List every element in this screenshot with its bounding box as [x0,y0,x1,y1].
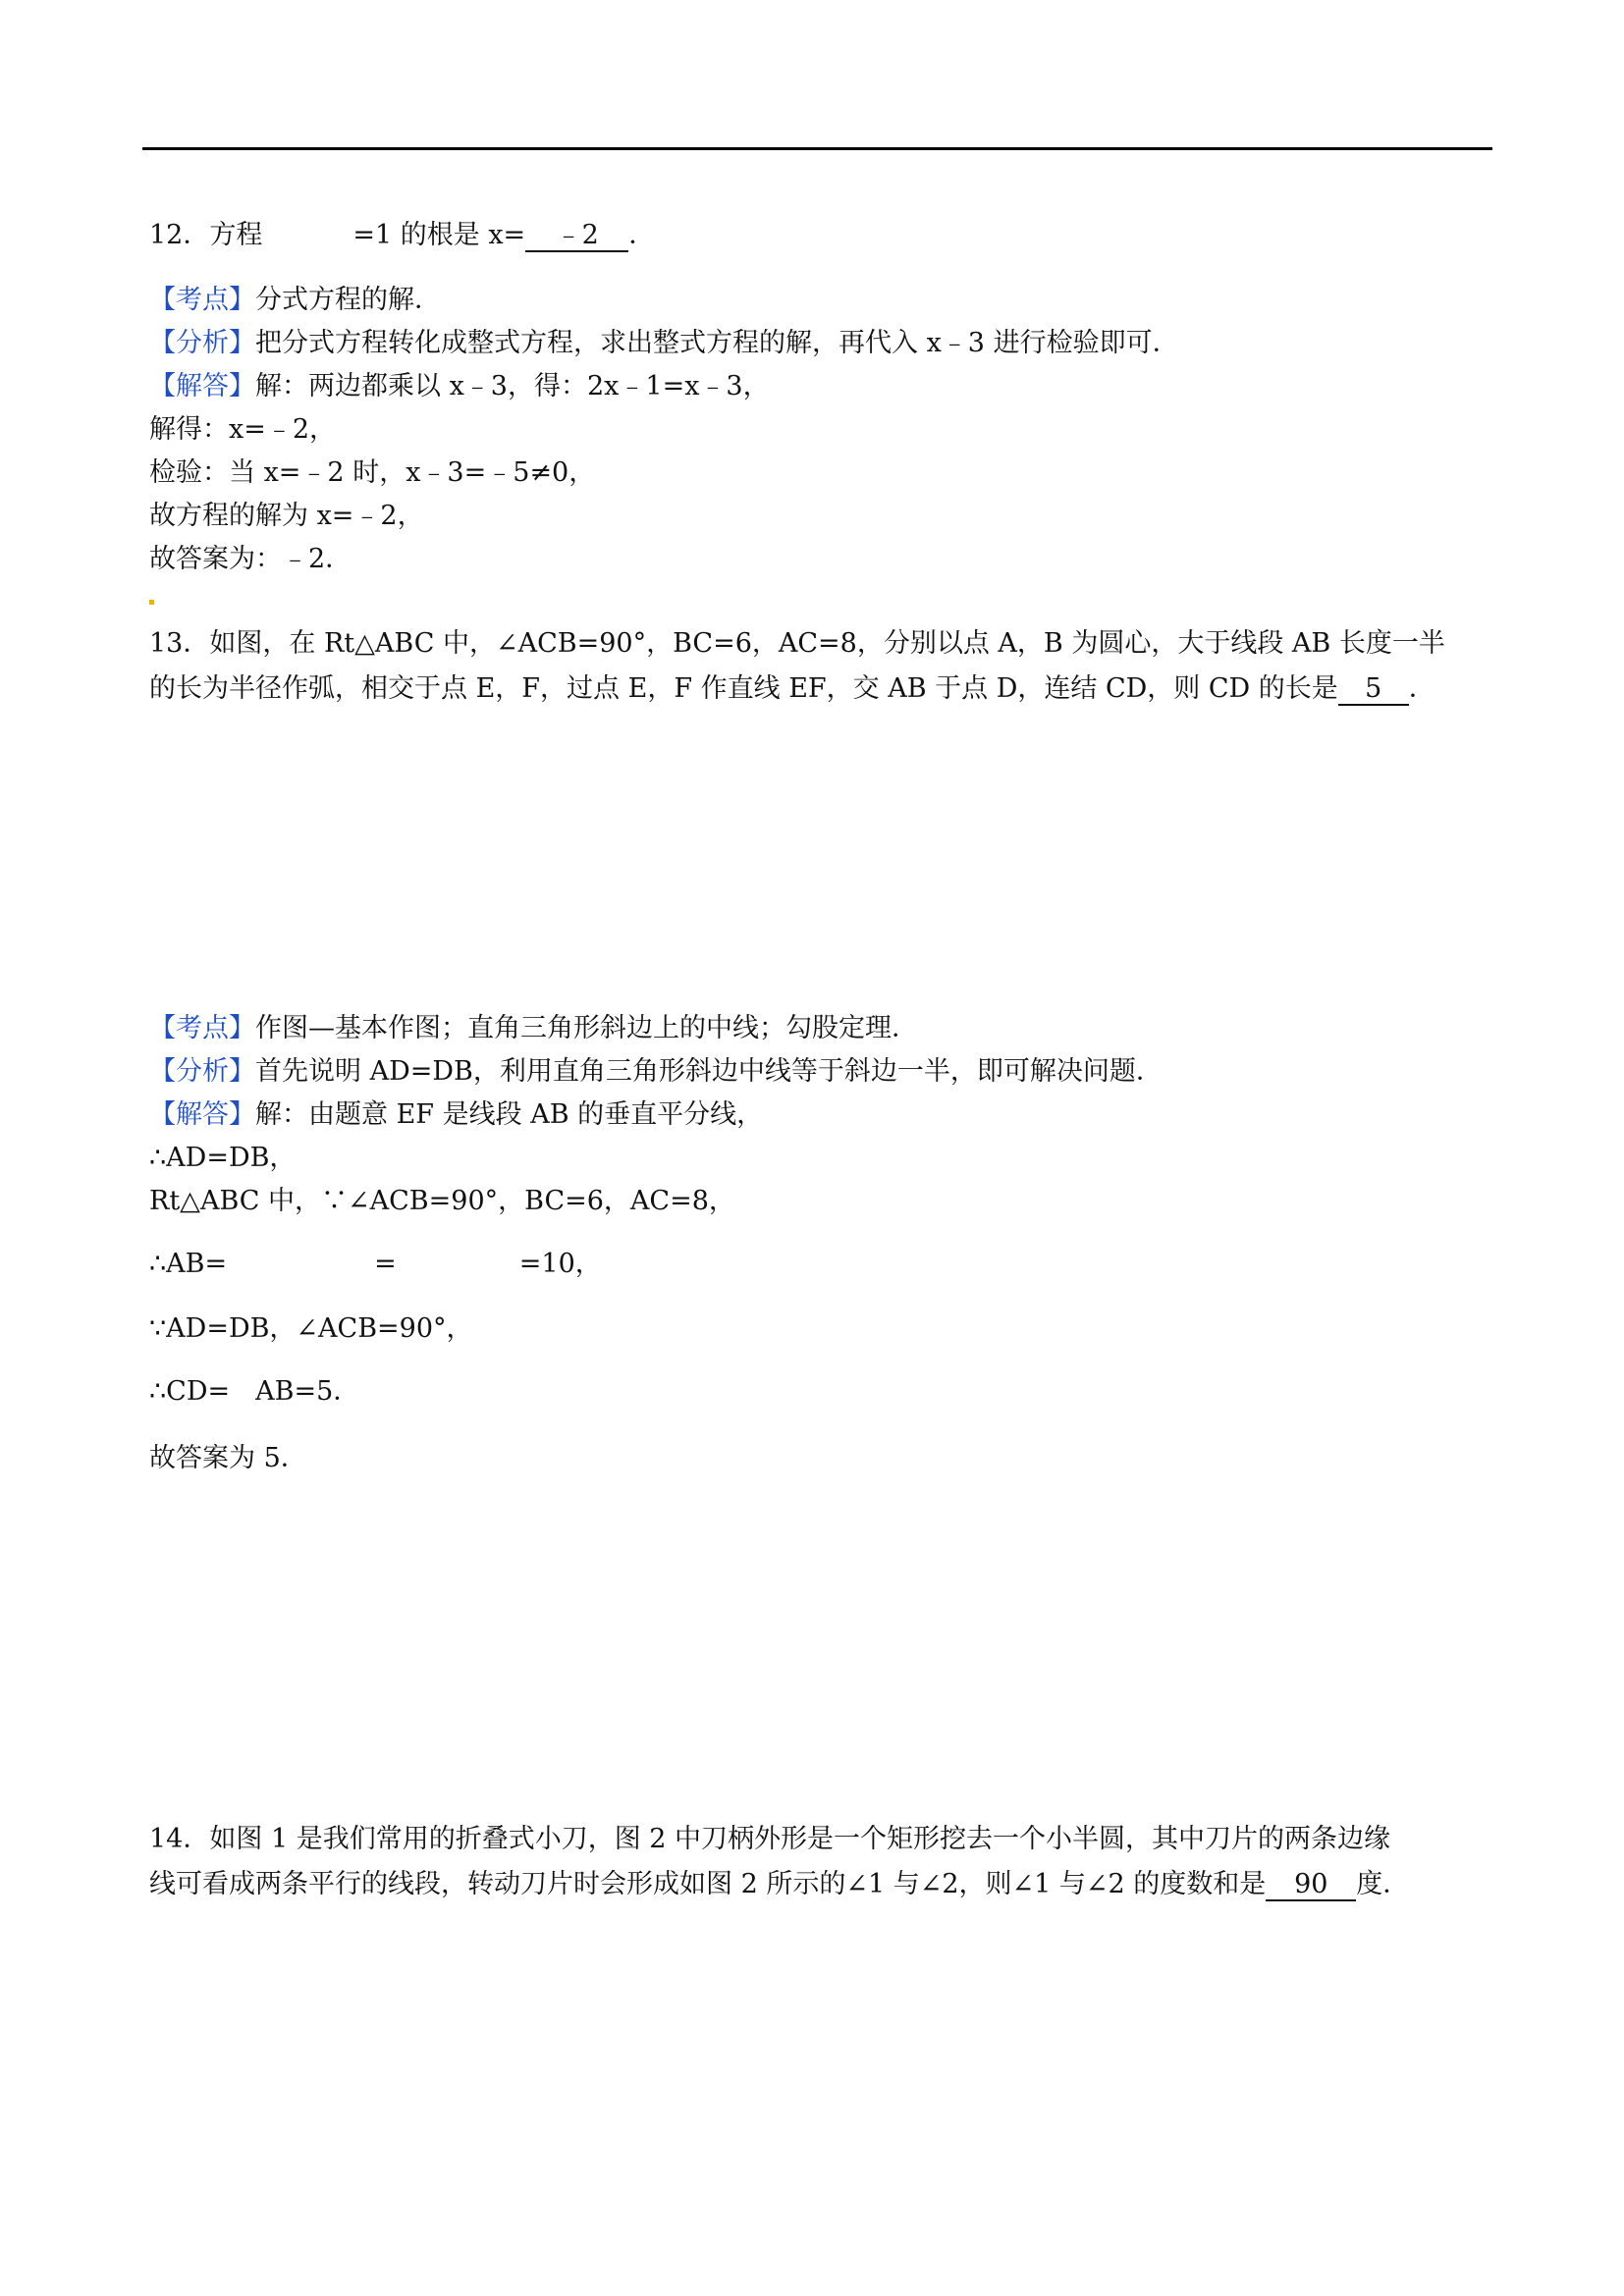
q12-step2: 检验：当 x=﹣2 时，x﹣3=﹣5≠0， [149,457,596,488]
q13-stem-line1: 13．如图，在 Rt△ABC 中，∠ACB=90°，BC=6，AC=8，分别以点 A，B 为圆心，大于线段 AB 长度一半 [149,628,1445,659]
q13-step5-a: ∴CD= [149,1376,231,1407]
q12-answer-blank: ﹣2 [525,221,628,252]
q13-jieda-tag: 【解答】 [149,1099,255,1130]
q13-answer-blank: 5 [1338,674,1409,706]
q13-step6: 故答案为 5． [149,1443,307,1473]
q14-stem-line2 [149,1867,1409,1902]
q12-stem-b: =1 的根是 x= [352,220,526,250]
q12-fenxi [149,326,1179,361]
q12-fenxi-text: 把分式方程转化成整式方程，求出整式方程的解，再代入 x﹣3 进行检验即可． [255,328,1179,358]
q13-stem-line2-text: 的长为半径作弧，相交于点 E，F，过点 E，F 作直线 EF，交 AB 于点 D，连结 CD，则 CD 的长是 [149,673,1338,704]
q13-step3-a: ∴AB= [149,1249,228,1279]
q13-fenxi [149,1054,1163,1090]
q12-jieda [149,369,770,404]
q12-stem-end: ． [628,220,656,250]
q12-jieda-text: 解：两边都乘以 x﹣3，得：2x﹣1=x﹣3， [255,371,770,401]
q12-kaodian-tag: 【考点】 [149,285,255,315]
q12-step4: 故答案为：﹣2． [149,544,352,574]
q13-kaodian-text: 作图—基本作图；直角三角形斜边上的中线；勾股定理． [255,1013,918,1043]
q13-step5 [149,1374,359,1410]
header-rule [142,147,1492,150]
q12-kaodian [149,283,441,318]
q12-jieda-tag: 【解答】 [149,371,255,401]
q13-fenxi-text: 首先说明 AD=DB，利用直角三角形斜边中线等于斜边一半，即可解决问题． [255,1056,1163,1087]
q13-step3-b: = [374,1249,397,1279]
q14-stem-line1: 14．如图 1 是我们常用的折叠式小刀，图 2 中刀柄外形是一个矩形挖去一个小半圆，其中刀片的两条边缘 [149,1824,1391,1854]
q13-step3-c: =10， [518,1249,602,1279]
q13-step5-b: AB=5． [255,1376,360,1407]
q13-step2: Rt△ABC 中，∵∠ACB=90°，BC=6，AC=8， [149,1186,735,1216]
q14-stem-line2-text: 线可看成两条平行的线段，转动刀片时会形成如图 2 所示的∠1 与∠2，则∠1 与∠2 的度数和是 [149,1869,1267,1899]
q14-stem-end: 度． [1356,1869,1410,1899]
q13-stem-end: ． [1408,673,1435,704]
q13-step3 [149,1247,602,1282]
q12-fenxi-tag: 【分析】 [149,328,255,358]
q13-jieda-text: 解：由题意 EF 是线段 AB 的垂直平分线， [255,1099,764,1130]
q13-stem-line2 [149,671,1435,707]
q13-step4: ∵AD=DB，∠ACB=90°， [149,1313,473,1344]
q12-kaodian-text: 分式方程的解． [255,285,441,315]
q12-step1: 解得：x=﹣2， [149,414,337,445]
q13-fenxi-tag: 【分析】 [149,1056,255,1087]
q13-jieda [149,1097,763,1133]
marker-dot [149,600,154,605]
q13-kaodian-tag: 【考点】 [149,1013,255,1043]
q12-step3: 故方程的解为 x=﹣2， [149,501,424,531]
q13-step1: ∴AD=DB， [149,1143,297,1173]
q12-stem [149,218,655,253]
q13-kaodian [149,1011,918,1046]
q14-answer-blank: 90 [1266,1870,1356,1901]
q12-stem-a: 12．方程 [149,220,263,250]
